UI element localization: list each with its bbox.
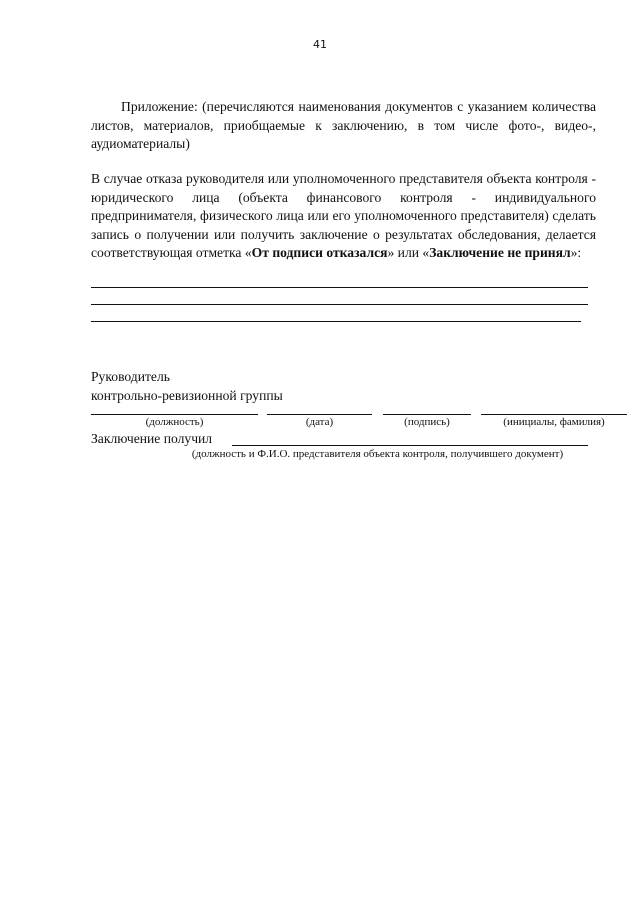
quote-open-2: «	[422, 245, 430, 260]
name-caption: (инициалы, фамилия)	[503, 416, 605, 428]
refusal-mark-signature: От подписи отказался	[251, 245, 388, 260]
refusal-mark-not-accepted: Заключение не принял	[429, 245, 571, 260]
quote-open-1: «	[244, 245, 252, 260]
position-caption: (должность)	[145, 416, 204, 428]
attachment-paragraph: Приложение: (перечисляются наименования документов с указанием количества листов, материалов, приобщаемые к заключению, в том числе фото-, видео-, аудиоматериалы)	[91, 99, 596, 151]
group-leader-title	[91, 368, 283, 405]
fill-line-1	[91, 287, 588, 288]
received-signature-line	[232, 445, 588, 446]
date-caption: (дата)	[305, 416, 334, 428]
fill-line-2	[91, 304, 588, 305]
received-label: Заключение получил	[91, 431, 213, 446]
role-line-1: Руководитель	[91, 369, 170, 384]
refusal-connector: или	[394, 245, 423, 260]
quote-close-2: »:	[570, 245, 582, 260]
role-line-2: контрольно-ревизионной группы	[91, 387, 283, 403]
fill-line-3	[91, 321, 581, 322]
received-caption: (должность и Ф.И.О. представителя объекта контроля, получившего документ)	[191, 448, 564, 460]
signature-caption: (подпись)	[404, 416, 450, 428]
quote-close-1: »	[387, 245, 395, 260]
page-number: 41	[313, 38, 327, 51]
refusal-text: В случае отказа руководителя или уполномоченного представителя объекта контроля - юридического лица (объекта финансового контроля - индивидуального предпринимателя, физического лица или его уполномоченного представителя) сделать запись о получении или получить заключение о результатах обследования, делается соответствующая отметка	[91, 171, 596, 260]
refusal-paragraph	[91, 170, 596, 263]
